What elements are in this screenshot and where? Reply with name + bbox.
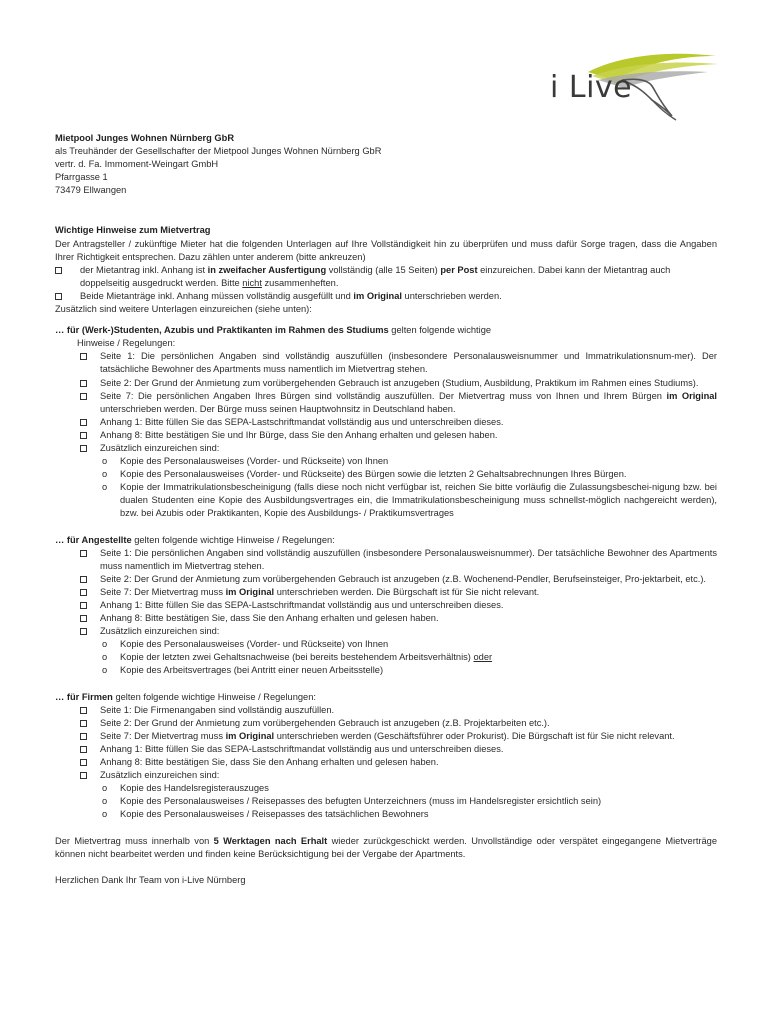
address-line: Pfarrgasse 1 <box>55 172 108 183</box>
address-line: vertr. d. Fa. Immoment-Weingart GmbH <box>55 159 219 170</box>
checklist-item: Seite 1: Die persönlichen Angaben sind vollständig auszufüllen (insbesondere Personalausweisnummer und Immatrikulationsnum-mer). Der tatsächliche Bewohner des Apartments muss namentlich im Mietvertrag stehen. <box>55 350 717 376</box>
employees-heading: … für Angestellte <box>55 534 132 545</box>
ilive-logo <box>548 50 723 125</box>
students-subheading: Hinweise / Regelungen: <box>77 338 176 349</box>
checklist-item: Seite 2: Der Grund der Anmietung zum vorübergehenden Gebrauch ist anzugeben (z.B. Wochenend-Pendler, Berufseinsteiger, Pro-jektarbeit, etc.). <box>55 573 717 586</box>
signoff: Herzlichen Dank Ihr Team von i-Live Nürnberg <box>55 874 246 885</box>
intro-heading: Wichtige Hinweise zum Mietvertrag <box>55 225 211 236</box>
checklist-item: der Mietantrag inkl. Anhang ist in zweifacher Ausfertigung vollständig (alle 15 Seiten) per Post einzureichen. Dabei kann der Mietantrag auch doppelseitig ausgedruckt werden. Bitte nicht zusammenheften. <box>55 264 717 290</box>
checklist-item: Seite 7: Der Mietvertrag muss im Original unterschrieben werden (Geschäftsführer oder Prokurist). Die Bürgschaft ist für Sie nicht relevant. <box>55 730 717 743</box>
checklist-item: Anhang 8: Bitte bestätigen Sie und Ihr Bürge, dass Sie den Anhang erhalten und gelesen haben. <box>55 429 717 442</box>
recipient-name: Mietpool Junges Wohnen Nürnberg GbR <box>55 133 235 143</box>
employees-section: … für Angestellte gelten folgende wichtige Hinweise / Regelungen: Seite 1: Die persönlichen Angaben sind vollständig auszufüllen (insbesondere Personalausweisnummer). Der tatsächliche Bewohner des Apartments muss namentlich im Mietvertrag stehen. Seite 2: Der Grund der Anmietung zum vorübergehenden Gebrauch ist anzugeben (z.B. Wochenend-Pendler, Berufseinsteiger, Pro-jektarbeit, etc.). Seite 7: Der Mietvertrag muss im Original unterschrieben werden. Die Bürgschaft ist für Sie nicht relevant. Anhang 1: Bitte füllen Sie das SEPA-Lastschriftmandat vollständig aus und unterschreiben dieses. Anhang 8: Bitte bestätigen Sie, dass Sie den Anhang erhalten und gelesen haben. Zusätzlich einzureichen sind: o Kopie des Personalausweises (Vorder- und Rückseite) von Ihnen o Kopie der letzten zwei Gehaltsnachweise (bei bereits bestehendem Arbeitsverhältnis) oder o Kopie des Arbeitsvertrages (bei Antritt einer neuen Arbeitsstelle) <box>55 534 717 678</box>
checkbox[interactable] <box>80 353 87 360</box>
address-line: 73479 Ellwangen <box>55 185 127 196</box>
checkbox[interactable] <box>80 628 87 635</box>
checkbox[interactable] <box>80 550 87 557</box>
intro-extra: Zusätzlich sind weitere Unterlagen einzureichen (siehe unten): <box>55 304 312 315</box>
bullet-item: o Kopie des Personalausweises (Vorder- und Rückseite) von Ihnen <box>102 456 389 467</box>
checkbox[interactable] <box>80 759 87 766</box>
checklist-item: Seite 2: Der Grund der Anmietung zum vorübergehenden Gebrauch ist anzugeben (Studium, Ausbildung, Praktikum im Rahmen eines Studiums). <box>55 377 717 390</box>
companies-section: … für Firmen gelten folgende wichtige Hinweise / Regelungen: Seite 1: Die Firmenangaben sind vollständig auszufüllen. Seite 2: Der Grund der Anmietung zum vorübergehenden Gebrauch ist anzugeben (z.B. Projektarbeiten etc.). Seite 7: Der Mietvertrag muss im Original unterschrieben werden (Geschäftsführer oder Prokurist). Die Bürgschaft ist für Sie nicht relevant. Anhang 1: Bitte füllen Sie das SEPA-Lastschriftmandat vollständig aus und unterschreiben dieses. Anhang 8: Bitte bestätigen Sie, dass Sie den Anhang erhalten und gelesen haben. Zusätzlich einzureichen sind: o Kopie des Handelsregisterauszuges o Kopie des Personalausweises / Reisepasses des befugten Unterzeichners (muss im Handelsregister ersichtlich sein) o Kopie des Personalausweises / Reisepasses des tatsächlichen Bewohners <box>55 691 717 822</box>
bullet-item: o Kopie des Personalausweises / Reisepasses des tatsächlichen Bewohners <box>102 809 429 820</box>
checkbox[interactable] <box>80 720 87 727</box>
address-block <box>55 132 717 197</box>
checkbox[interactable] <box>80 615 87 622</box>
checklist-item: Beide Mietanträge inkl. Anhang müssen vollständig ausgefüllt und im Original unterschrieben werden. <box>55 290 717 303</box>
checklist-item: Seite 7: Die persönlichen Angaben Ihres Bürgen sind vollständig auszufüllen. Der Mietvertrag muss von Ihnen und Ihrem Bürgen im Original unterschrieben werden. Der Bürge muss seinen Hauptwohnsitz in Deutschland haben. <box>55 390 717 416</box>
checklist-item: Anhang 1: Bitte füllen Sie das SEPA-Lastschriftmandat vollständig aus und unterschreiben dieses. <box>55 743 717 756</box>
bullet-item: o Kopie des Personalausweises (Vorder- und Rückseite) des Bürgen sowie die letzten 2 Gehaltsabrechnungen Ihres Bürgen. <box>102 469 627 480</box>
checkbox[interactable] <box>80 589 87 596</box>
closing-paragraph: Der Mietvertrag muss innerhalb von 5 Werktagen nach Erhalt wieder zurückgeschickt werden. Unvollständige oder verspätet eingegangene Mietverträge können nicht bearbeitet werden und finden keine Berücksichtigung bei der Vergabe der Apartments. <box>55 835 718 859</box>
checkbox[interactable] <box>80 380 87 387</box>
bullet-item: o Kopie der letzten zwei Gehaltsnachweise (bei bereits bestehendem Arbeitsverhältnis) oder <box>102 652 493 663</box>
checkbox[interactable] <box>80 746 87 753</box>
checklist-item: Anhang 1: Bitte füllen Sie das SEPA-Lastschriftmandat vollständig aus und unterschreiben dieses. <box>55 599 717 612</box>
checklist-item: Anhang 8: Bitte bestätigen Sie, dass Sie den Anhang erhalten und gelesen haben. <box>55 612 717 625</box>
checkbox[interactable] <box>80 576 87 583</box>
checkbox[interactable] <box>80 602 87 609</box>
checkbox[interactable] <box>80 393 87 400</box>
intro-text: Der Antragsteller / zukünftige Mieter hat die folgenden Unterlagen auf Ihre Vollständigkeit hin zu überprüfen und muss dafür Sorge tragen, dass die Angaben Ihrer Richtigkeit entsprechen. Dazu zählen unter anderem (bitte ankreuzen) <box>55 238 717 262</box>
checkbox[interactable] <box>80 707 87 714</box>
logo-text: i Live <box>550 70 633 105</box>
address-line: als Treuhänder der Gesellschafter der Mietpool Junges Wohnen Nürnberg GbR <box>55 146 382 157</box>
bullet-item: o Kopie des Personalausweises (Vorder- und Rückseite) von Ihnen <box>102 639 389 650</box>
checklist-item: Zusätzlich einzureichen sind: <box>55 625 717 638</box>
bullet-item: o Kopie der Immatrikulationsbescheinigung (falls diese noch nicht verfügbar ist, reichen Sie bitte vorläufig die Zulassungsbeschei-nigung bzw. bei dualen Studenten eine Kopie des Ausbildungsvertrages ein, die Immatrikulationsbescheinigung muss schnellst-möglich nachgereicht werden), bzw. bei Azubis oder Praktikanten, Kopie des Ausbildungs- / Praktikumsvertrages <box>102 482 717 519</box>
checkbox[interactable] <box>80 432 87 439</box>
checkbox[interactable] <box>80 733 87 740</box>
checklist-item: Seite 1: Die persönlichen Angaben sind vollständig auszufüllen (insbesondere Personalausweisnummer). Der tatsächliche Bewohner des Apartments muss namentlich im Mietvertrag stehen. <box>55 547 717 573</box>
students-section: … für (Werk-)Studenten, Azubis und Praktikanten im Rahmen des Studiums gelten folgende wichtige Hinweise / Regelungen: Seite 1: Die persönlichen Angaben sind vollständig auszufüllen (insbesondere Personalausweisnummer und Immatrikulationsnum-mer). Der tatsächliche Bewohner des Apartments muss namentlich im Mietvertrag stehen. Seite 2: Der Grund der Anmietung zum vorübergehenden Gebrauch ist anzugeben (Studium, Ausbildung, Praktikum im Rahmen eines Studiums). Seite 7: Die persönlichen Angaben Ihres Bürgen sind vollständig auszufüllen. Der Mietvertrag muss von Ihnen und Ihrem Bürgen im Original unterschrieben werden. Der Bürge muss seinen Hauptwohnsitz in Deutschland haben. Anhang 1: Bitte füllen Sie das SEPA-Lastschriftmandat vollständig aus und unterschreiben dieses. Anhang 8: Bitte bestätigen Sie und Ihr Bürge, dass Sie den Anhang erhalten und gelesen haben. Zusätzlich einzureichen sind: o Kopie des Personalausweises (Vorder- und Rückseite) von Ihnen o Kopie des Personalausweises (Vorder- und Rückseite) des Bürgen sowie die letzten 2 Gehaltsabrechnungen Ihres Bürgen. o Kopie der Immatrikulationsbescheinigung (falls diese noch nicht verfügbar ist, reichen Sie bitte vorläufig die Zulassungsbeschei-nigung bzw. bei dualen Studenten eine Kopie des Ausbildungsvertrages ein, die Immatrikulationsbescheinigung muss schnellst-möglich nachgereicht werden), bzw. bei Azubis oder Praktikanten, Kopie des Ausbildungs- / Praktikumsvertrages <box>55 324 717 520</box>
students-heading: … für (Werk-)Studenten, Azubis und Praktikanten im Rahmen des Studiums <box>55 325 389 336</box>
checkbox[interactable] <box>80 772 87 779</box>
document-body <box>55 132 717 887</box>
intro-section <box>55 224 717 316</box>
bullet-item: o Kopie des Personalausweises / Reisepasses des befugten Unterzeichners (muss im Handelsregister ersichtlich sein) <box>102 796 602 807</box>
checklist-item: Zusätzlich einzureichen sind: <box>55 769 717 782</box>
checklist-item: Seite 1: Die Firmenangaben sind vollständig auszufüllen. <box>55 704 717 717</box>
companies-heading: … für Firmen <box>55 691 113 702</box>
checklist-item: Anhang 8: Bitte bestätigen Sie, dass Sie den Anhang erhalten und gelesen haben. <box>55 756 717 769</box>
checklist-item: Seite 2: Der Grund der Anmietung zum vorübergehenden Gebrauch ist anzugeben (z.B. Projektarbeiten etc.). <box>55 717 717 730</box>
checklist-item: Seite 7: Der Mietvertrag muss im Original unterschrieben werden. Die Bürgschaft ist für Sie nicht relevant. <box>55 586 717 599</box>
checkbox[interactable] <box>80 445 87 452</box>
checkbox[interactable] <box>55 267 62 274</box>
checklist-item: Zusätzlich einzureichen sind: <box>55 442 717 455</box>
bullet-item: o Kopie des Handelsregisterauszuges <box>102 783 269 794</box>
bullet-item: o Kopie des Arbeitsvertrages (bei Antritt einer neuen Arbeitsstelle) <box>102 665 384 676</box>
checkbox[interactable] <box>55 293 62 300</box>
checklist-item: Anhang 1: Bitte füllen Sie das SEPA-Lastschriftmandat vollständig aus und unterschreiben dieses. <box>55 416 717 429</box>
checkbox[interactable] <box>80 419 87 426</box>
